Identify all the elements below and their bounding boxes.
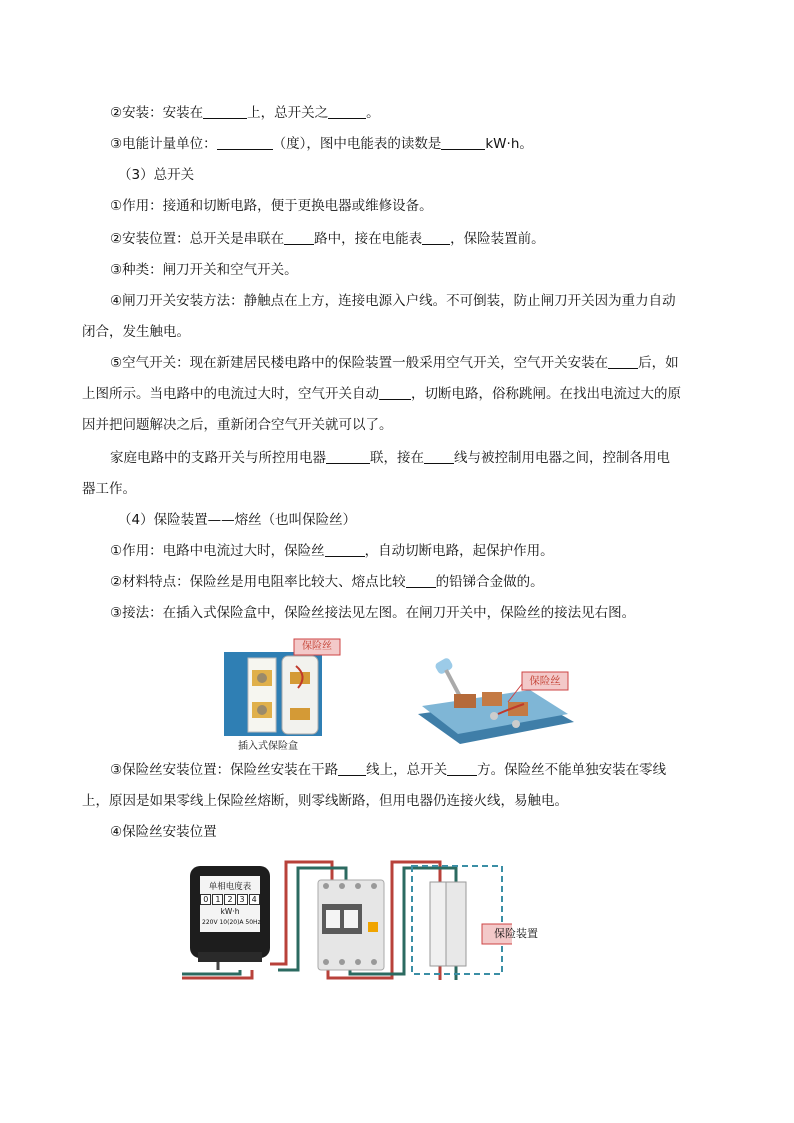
text-line: ①作用：接通和切断电路，便于更换电器或维修设备。 [110, 198, 433, 214]
blank [217, 135, 273, 150]
knife-switch-image [412, 632, 582, 752]
meter-digit: 1 [212, 894, 223, 905]
fuse-label: 保险丝 [529, 675, 561, 687]
blank [326, 449, 370, 464]
installation-diagram [182, 852, 538, 982]
text-line: 因并把问题解决之后，重新闭合空气开关就可以了。 [82, 417, 393, 433]
text-line: ⑤空气开关：现在新建居民楼电路中的保险装置一般采用空气开关，空气开关安装在 后，如 [110, 355, 679, 371]
text-line: ③种类：闸刀开关和空气开关。 [110, 262, 298, 278]
meter-digit: 2 [224, 894, 235, 905]
blank [284, 230, 314, 245]
fuse-box-figure [224, 636, 346, 752]
fuse-device-label: 保险装置 [494, 927, 538, 940]
text-line: ④保险丝安装位置 [110, 824, 217, 840]
blank [608, 354, 638, 369]
blank [203, 104, 247, 119]
text-line: ③接法：在插入式保险盒中，保险丝接法见左图。在闸刀开关中，保险丝的接法见右图。 [110, 605, 636, 621]
text-line-unit: ③电能计量单位： （度），图中电能表的读数是 kW·h。 [110, 136, 533, 152]
wiring-diagram [182, 852, 512, 982]
blank [406, 573, 436, 588]
text-line: ①作用：电路中电流过大时，保险丝 ，自动切断电路，起保护作用。 [110, 543, 554, 559]
blank [325, 542, 365, 557]
meter-digit: 3 [237, 894, 248, 905]
blank [379, 385, 411, 400]
text-line: ②材料特点：保险丝是用电阻率比较大、熔点比较 的铅锑合金做的。 [110, 574, 544, 590]
section-heading-3: （3）总开关 [118, 167, 195, 183]
text-line-install: ②安装：安装在 上，总开关之 。 [110, 105, 380, 121]
text-line: 闭合，发生触电。 [82, 324, 190, 340]
text-line: 器工作。 [82, 481, 136, 497]
figure-caption: 插入式保险盒 [238, 741, 298, 752]
knife-switch-figure [412, 632, 582, 752]
meter-digit: 4 [249, 894, 260, 905]
fuse-label: 保险丝 [302, 641, 332, 652]
blank [338, 761, 366, 776]
blank [441, 135, 485, 150]
blank [422, 230, 450, 245]
meter-digit: 0 [200, 894, 211, 905]
text-line: 家庭电路中的支路开关与所控用电器 联，接在 线与被控制用电器之间，控制各用电 [110, 450, 670, 466]
text-line: 上，原因是如果零线上保险丝熔断，则零线断路，但用电器仍连接火线，易触电。 [82, 793, 568, 809]
section-heading-4: （4）保险装置——熔丝（也叫保险丝） [118, 512, 357, 528]
meter-unit: kW·h [220, 907, 240, 916]
text-line: ④闸刀开关安装方法：静触点在上方，连接电源入户线。不可倒装，防止闸刀开关因为重力自动 [110, 293, 676, 309]
meter-digits [204, 894, 256, 905]
blank [424, 449, 454, 464]
text-line: ②安装位置：总开关是串联在 路中，接在电能表 ，保险装置前。 [110, 231, 545, 247]
meter-title: 单相电度表 [208, 882, 252, 892]
blank [447, 761, 477, 776]
meter-spec: 220V 10(20)A 50Hz [202, 919, 261, 926]
text-line: ③保险丝安装位置：保险丝安装在干路 线上，总开关 方。保险丝不能单独安装在零线 [110, 762, 667, 778]
text-line: 上图所示。当电路中的电流过大时，空气开关自动 ，切断电路，俗称跳闸。在找出电流过大的原 [82, 386, 681, 402]
blank [328, 104, 366, 119]
